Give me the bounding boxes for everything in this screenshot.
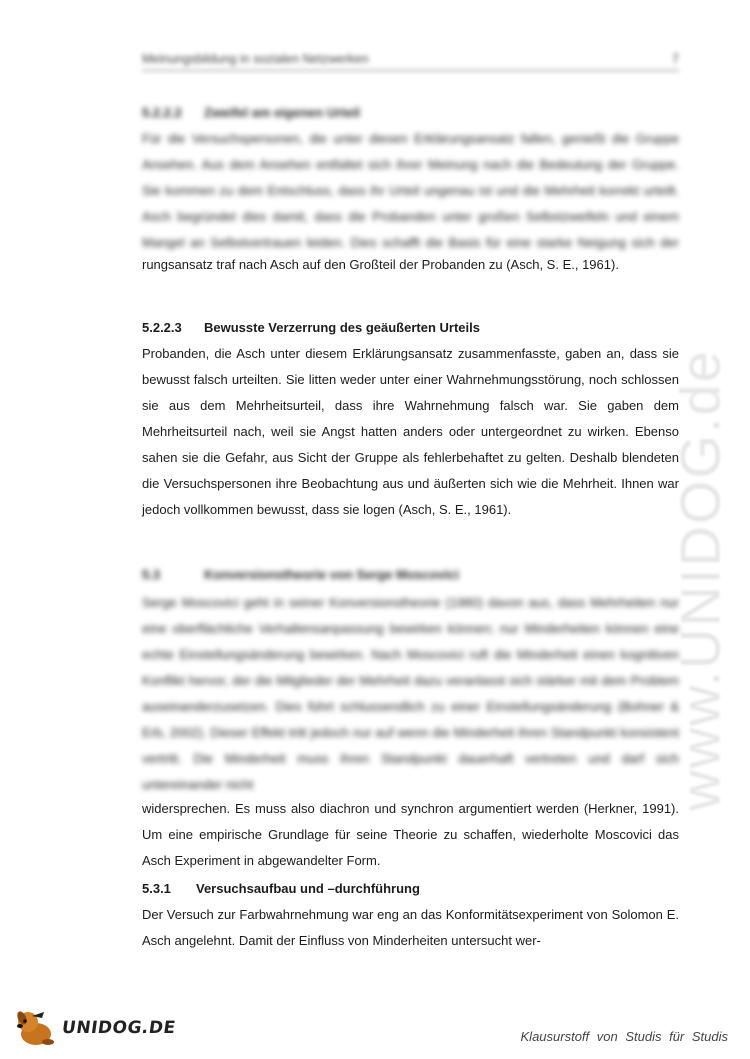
- section-number: 5.3: [142, 567, 161, 582]
- paragraph: rungsansatz traf nach Asch auf den Großteil der Probanden zu (Asch, S. E., 1961).: [142, 257, 619, 272]
- section-heading: [142, 878, 679, 900]
- paragraph: widersprechen. Es muss also diachron und synchron argumentiert werden (Herkner, 1991). Um eine empirische Grundlage für seine Theorie zu schaffen, wiederholte Moscovici das Asch Experiment in abgewandelter Form.: [142, 801, 679, 868]
- logo-text: UNIDOG.DE: [60, 1018, 177, 1038]
- section-heading: [142, 317, 679, 339]
- blurred-paragraph: Für die Versuchspersonen, die unter diesen Erklärungsansatz fallen, genießt die Gruppe Ansehen. Aus dem Ansehen entfaltet sich ihrer Meinung nach die Bedeutung der Gruppe. Sie kommen zu dem Entschluss, dass ihr Urteil ungenau ist und die Mehrheit korrekt urteilt. Asch begründet dies damit, dass die Probanden unter großen Selbstzweifeln und einem Mangel an Selbstvertrauen leiden. Dies schafft die Basis für eine starke Neigung sich der: [142, 131, 679, 250]
- watermark: www.UNIDOG.de: [668, 349, 732, 811]
- dog-icon: [14, 1008, 60, 1048]
- blurred-paragraph: Serge Moscovici geht in seiner Konversionstheorie (1980) davon aus, dass Mehrheiten nur eine oberflächliche Verhaltensanpassung bewirken können; nur Minderheiten können eine echte Einstellungsänderung bewirken. Nach Moscovici ruft die Minderheit einen kognitiven Konflikt hervor, der die Mitglieder der Mehrheit dazu veranlasst sich stärker mit dem Problem auseinanderzusetzen. Dies führt schlussendlich zu einer Einstellungsänderung (Bohner & Erb, 2002). Dieser Effekt tritt jedoch nur auf wenn die Minderheit ihren Standpunkt konsistent vertritt. Die Minderheit muss ihren Standpunkt dauerhaft vertreten und darf sich untereinander nicht: [142, 595, 679, 792]
- section-title: Bewusste Verzerrung des geäußerten Urteils: [204, 320, 480, 335]
- section-number: 5.2.2.2: [142, 105, 182, 120]
- section-5-3: [142, 564, 679, 874]
- paragraph: Der Versuch zur Farbwahrnehmung war eng an das Konformitätsexperiment von Solomon E. Asch angelehnt. Damit der Einfluss von Minderheiten untersucht wer-: [142, 907, 679, 948]
- section-5-2-2-3: [142, 317, 679, 523]
- section-heading: [142, 564, 679, 586]
- section-title: Versuchsaufbau und –durchführung: [196, 881, 420, 896]
- section-number: 5.3.1: [142, 881, 171, 896]
- running-header: [142, 52, 679, 71]
- footer-tagline: Klausurstoff von Studis für Studis: [520, 1029, 728, 1044]
- section-title: Zweifel am eigenen Urteil: [204, 105, 361, 120]
- section-5-3-1: [142, 878, 679, 954]
- section-title: Konversionstheorie von Serge Moscovici: [204, 567, 460, 582]
- section-heading: [142, 102, 679, 124]
- running-header-title: Meinungsbildung in sozialen Netzwerken: [142, 52, 369, 66]
- section-number: 5.2.2.3: [142, 320, 182, 335]
- section-5-2-2-2: [142, 102, 679, 278]
- page-number: 7: [672, 52, 679, 66]
- paragraph: Probanden, die Asch unter diesem Erklärungsansatz zusammenfasste, gaben an, dass sie bewusst falsch urteilten. Sie litten weder unter einer Wahrnehmungsstörung, noch schlossen sie aus dem Mehrheitsurteil, dass ihre Wahrnehmung falsch war. Sie gaben dem Mehrheitsurteil nach, weil sie Angst hatten anders oder untergeordnet zu wirken. Ebenso sahen sie die Gefahr, aus Sicht der Gruppe als fehlerbehaftet zu gelten. Deshalb blendeten die Versuchspersonen ihre Beobachtung aus und äußerten sich wie die Mehrheit. Ihnen war jedoch vollkommen bewusst, dass sie logen (Asch, S. E., 1961).: [142, 346, 679, 517]
- unidog-logo: [14, 1008, 176, 1048]
